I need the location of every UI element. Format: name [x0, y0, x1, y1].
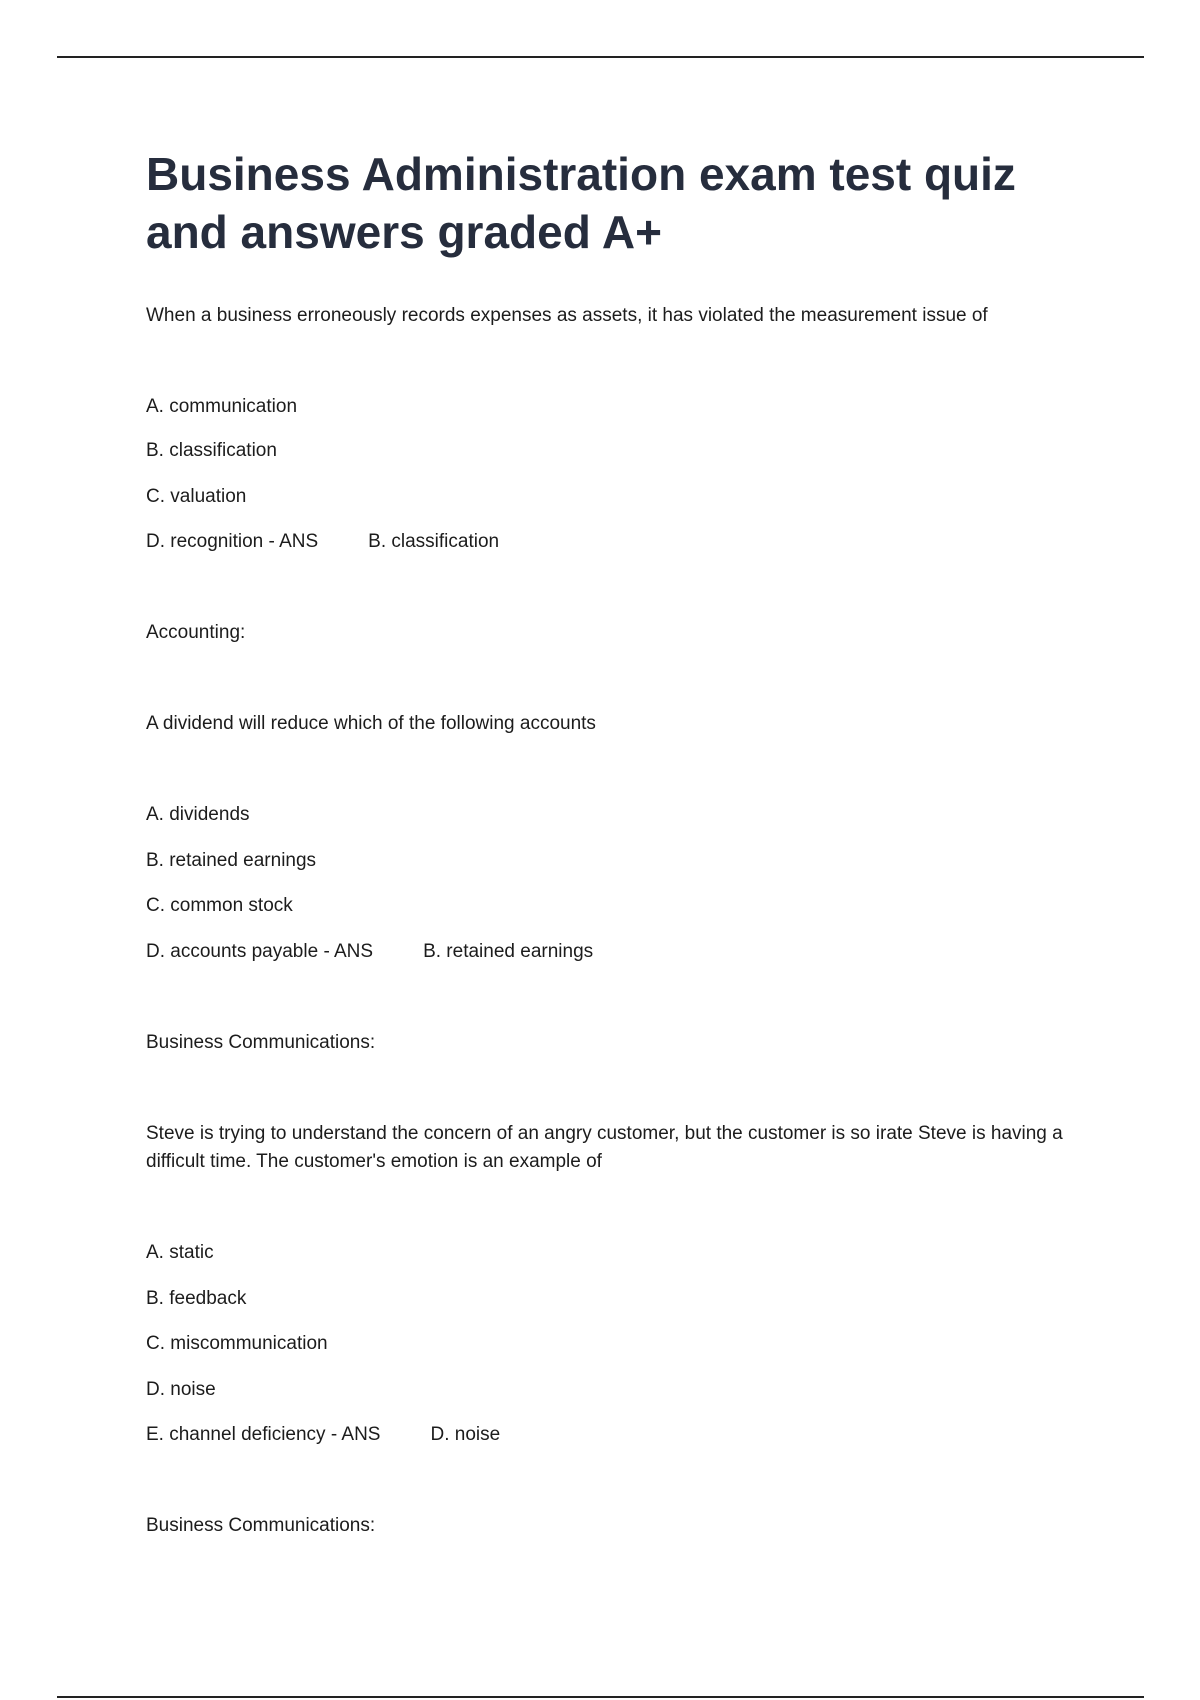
q2-option-b: B. retained earnings — [146, 850, 317, 871]
q3-option-c: C. miscommunication — [146, 1333, 328, 1354]
document-title: Business Administration exam test quiz and answers graded A+ — [146, 148, 1016, 258]
top-rule — [57, 56, 1144, 58]
question-1-stem: When a business erroneously records expenses as assets, it has violated the measurement issue of — [146, 305, 988, 326]
q2-option-c: C. common stock — [146, 895, 293, 916]
q1-option-d: D. recognition - ANS — [146, 531, 319, 552]
section-label-accounting: Accounting: — [146, 622, 246, 643]
section-label-business-communications: Business Communications: — [146, 1032, 376, 1053]
bottom-rule — [57, 1696, 1144, 1698]
q3-option-d: D. noise — [146, 1379, 216, 1400]
question-2-stem: A dividend will reduce which of the following accounts — [146, 713, 596, 734]
q3-option-b: B. feedback — [146, 1288, 247, 1309]
q3-option-a: A. static — [146, 1242, 214, 1263]
q1-option-d-with-answer — [146, 528, 499, 556]
q3-answer: D. noise — [430, 1424, 501, 1445]
q2-option-d-with-answer — [146, 938, 593, 966]
q3-option-e-with-answer — [146, 1421, 500, 1449]
q1-option-b: B. classification — [146, 440, 277, 461]
q2-option-a: A. dividends — [146, 804, 250, 825]
q1-option-a: A. communication — [146, 396, 298, 417]
question-3-stem: Steve is trying to understand the concern of an angry customer, but the customer is so irate Steve is having a difficult time. The customer's emotion is an example of — [146, 1123, 1063, 1172]
q1-answer: B. classification — [368, 531, 500, 552]
section-label-business-communications-2: Business Communications: — [146, 1515, 376, 1536]
q3-option-e: E. channel deficiency - ANS — [146, 1424, 381, 1445]
q2-answer: B. retained earnings — [423, 941, 594, 962]
q2-option-d: D. accounts payable - ANS — [146, 941, 374, 962]
q1-option-c: C. valuation — [146, 486, 247, 507]
